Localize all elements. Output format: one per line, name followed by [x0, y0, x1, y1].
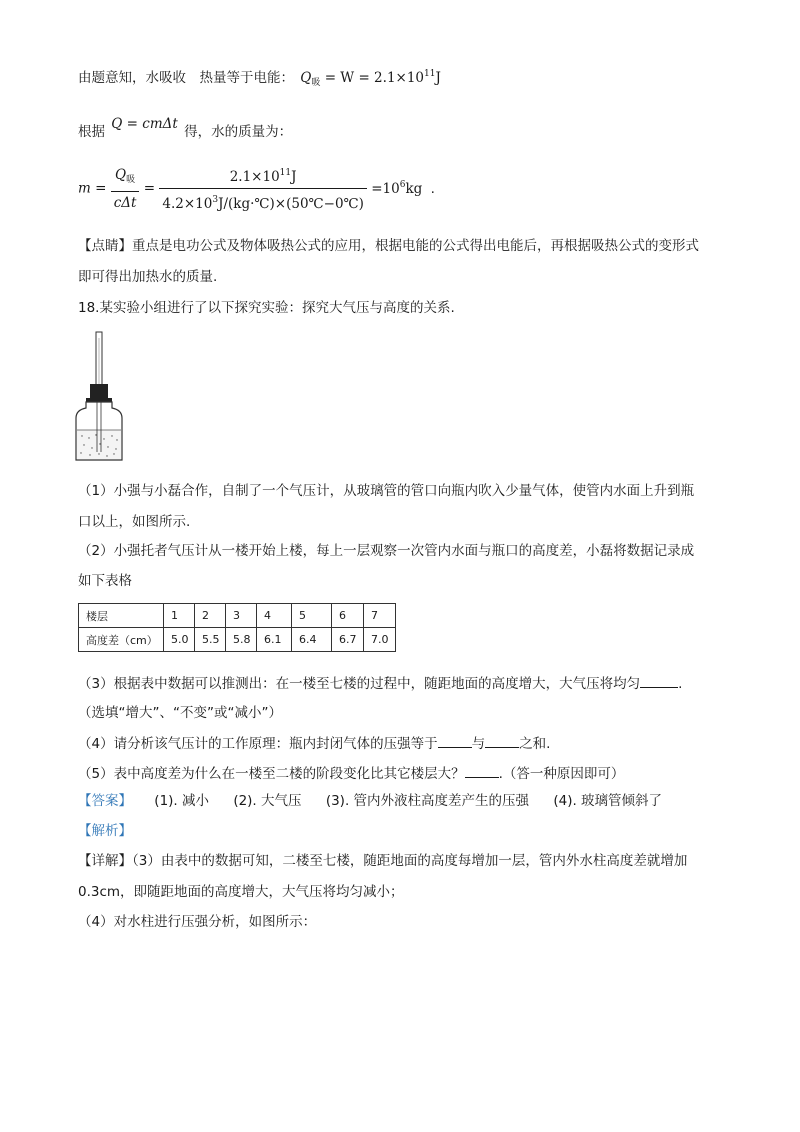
detail-line-1: 【详解】（3）由表中的数据可知，二楼至七楼，随距地面的高度每增加一层，管内外水柱高度差就增加: [78, 853, 688, 869]
table-header-floor: 楼层: [79, 604, 164, 628]
answer-label: 【答案】: [78, 793, 132, 809]
answer-blank: [438, 733, 472, 748]
calc-text: 由题意知，水吸收 热量等于电能：: [78, 70, 294, 86]
heat-formula: Q = cmΔt: [111, 116, 178, 132]
fraction-values: $\frac{2.1\times 10^{11}J}{4.2\times 10^3J/(kg\cdot℃)\times(50℃-0℃)}$: [159, 162, 367, 215]
answer-item: (4). 玻璃管倾斜了: [553, 793, 663, 809]
table-cell: 6.4: [292, 628, 332, 652]
comment-line-2: 即可得出加热水的质量.: [78, 269, 218, 285]
table-cell: 1: [164, 604, 195, 628]
answer-blank: [485, 733, 519, 748]
table-cell: 6: [332, 604, 364, 628]
barometer-figure: [72, 330, 128, 466]
table-cell: 6.1: [257, 628, 292, 652]
fraction-q-over-cdt: $\frac{Q_吸}{\text{cΔt}}$: [111, 164, 140, 214]
q18-part2-line1: （2）小强托者气压计从一楼开始上楼，每上一层观察一次管内水面与瓶口的高度差，小磊将数据记录成: [78, 543, 695, 559]
mass-formula: m = $\frac{Q_吸}{\text{cΔt}}$ = $\frac{2.1\times 10^{11}J}{4.2\times 10^3J/(kg\cdot℃)\times(50℃-0℃)}$ $=10^6kg$ .: [78, 162, 435, 215]
table-row: [79, 604, 396, 628]
q18-part1-line2: 口以上，如图所示.: [78, 514, 191, 530]
table-cell: 4: [257, 604, 292, 628]
answer-item: (2). 大气压: [233, 793, 302, 809]
data-table: [78, 603, 396, 652]
table-header-height: 高度差（cm）: [79, 628, 164, 652]
answer-line: [78, 791, 662, 811]
q18-part1-line1: （1）小强与小磊合作，自制了一个气压计，从玻璃管的管口向瓶内吹入少量气体，使管内水面上升到瓶: [78, 483, 695, 499]
answer-item: (1). 减小: [154, 793, 210, 809]
table-cell: 7: [364, 604, 396, 628]
q18-part2-line2: 如下表格: [78, 573, 132, 589]
table-cell: 5.5: [195, 628, 226, 652]
table-row: [79, 628, 396, 652]
q18-part3-line2: （选填“增大”、“不变”或“减小”）: [78, 705, 282, 721]
table-cell: 2: [195, 604, 226, 628]
table-cell: 5.0: [164, 628, 195, 652]
answer-item: (3). 管内外液柱高度差产生的压强: [325, 793, 530, 809]
answer-blank: [465, 763, 499, 778]
q18-part5: （5）表中高度差为什么在一楼至二楼的阶段变化比其它楼层大？ .（答一种原因即可）: [78, 763, 624, 784]
table-cell: 7.0: [364, 628, 396, 652]
energy-formula: $Q_吸 = W = 2.1\times 10^{11}J$: [300, 69, 441, 88]
comment-line-1: 【点睛】重点是电功公式及物体吸热公式的应用，根据电能的公式得出电能后，再根据吸热公式的变形式: [78, 238, 699, 254]
detail-line-2: 0.3cm，即随距地面的高度增大，大气压将均匀减小；: [78, 884, 404, 900]
answer-blank: [640, 673, 678, 688]
analysis-label: 【解析】: [78, 823, 132, 839]
q18-part4: （4）请分析该气压计的工作原理：瓶内封闭气体的压强等于 与 之和.: [78, 733, 550, 754]
table-cell: 3: [226, 604, 257, 628]
calc-mass-intro: 根据 Q = cmΔt 得，水的质量为：: [78, 116, 293, 140]
table-cell: 5: [292, 604, 332, 628]
q18-part3-line1: （3）根据表中数据可以推测出：在一楼至七楼的过程中，随距地面的高度增大，大气压将均匀 .: [78, 673, 682, 694]
table-cell: 6.7: [332, 628, 364, 652]
detail-line-3: （4）对水柱进行压强分析，如图所示：: [78, 914, 317, 930]
table-cell: 5.8: [226, 628, 257, 652]
question-18-title: 18.某实验小组进行了以下探究实验：探究大气压与高度的关系.: [78, 300, 455, 316]
calc-electric-energy: [78, 64, 441, 93]
